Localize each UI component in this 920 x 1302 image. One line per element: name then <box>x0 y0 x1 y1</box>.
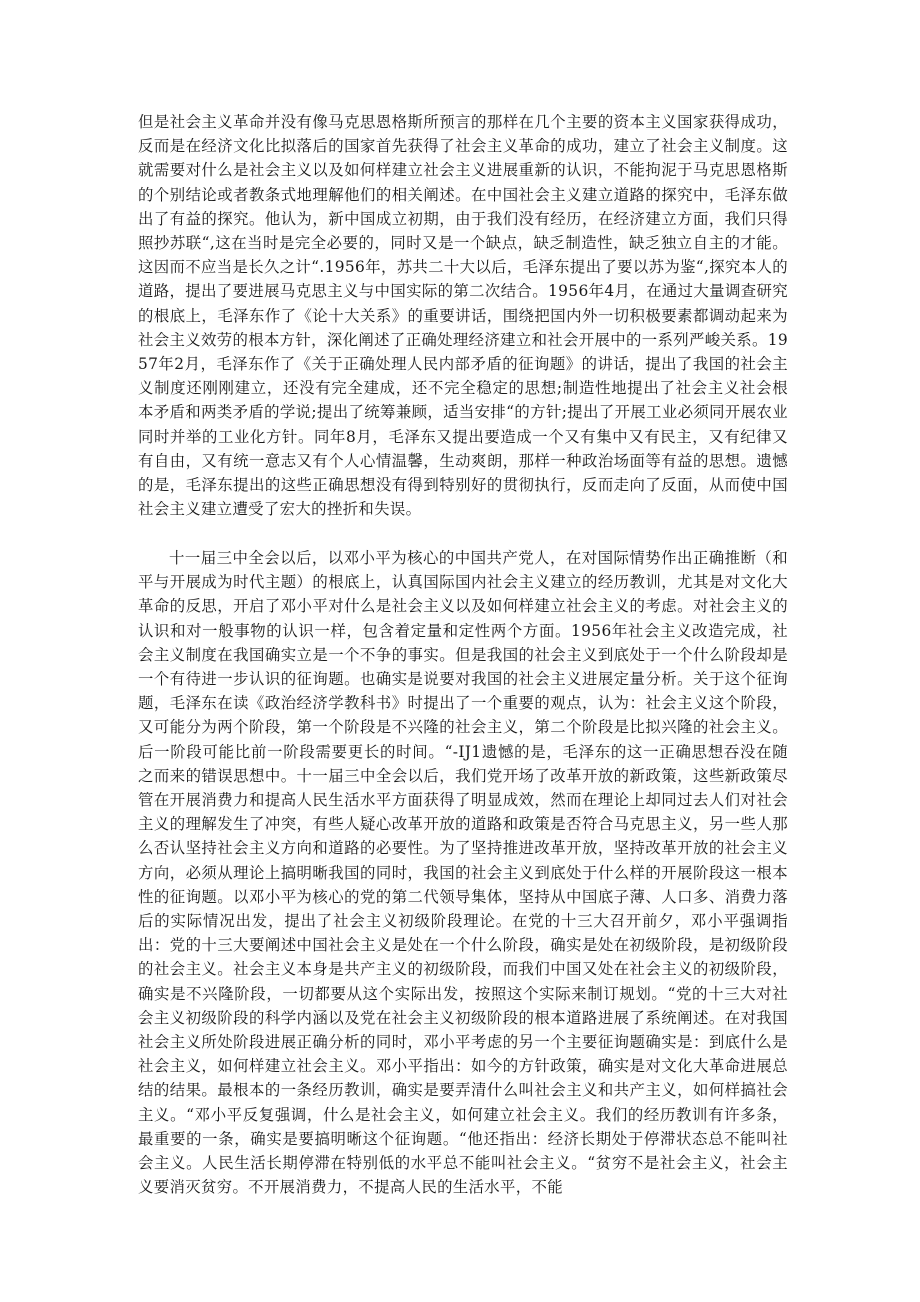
paragraph-1: 但是社会主义革命并没有像马克思恩格斯所预言的那样在几个主要的资本主义国家获得成功，反而是在经济文化比拟落后的国家首先获得了社会主义革命的成功，建立了社会主义制度。这就需要对什么是社会主义以及如何样建立社会主义进展重新的认识，不能拘泥于马克思恩格斯的个别结论或者教条式地理解他们的相关阐述。在中国社会主义建立道路的探究中，毛泽东做出了有益的探究。他认为，新中国成立初期，由于我们没有经历，在经济建立方面，我们只得照抄苏联“,这在当时是完全必要的，同时又是一个缺点，缺乏制造性，缺乏独立自主的才能。这因而不应当是长久之计“.1956年，苏共二十大以后，毛泽东提出了要以苏为鉴“,探究本人的道路，提出了要进展马克思主义与中国实际的第二次结合。1956年4月，在通过大量调查研究的根底上，毛泽东作了《论十大关系》的重要讲话，围绕把国内外一切积极要素都调动起来为社会主义效劳的根本方针，深化阐述了正确处理经济建立和社会开展中的一系列严峻关系。1957年2月，毛泽东作了《关于正确处理人民内部矛盾的征询题》的讲话，提出了我国的社会主义制度还刚刚建立，还没有完全建成，还不完全稳定的思想;制造性地提出了社会主义社会根本矛盾和两类矛盾的学说;提出了统筹兼顾，适当安排“的方针;提出了开展工业必须同开展农业同时并举的工业化方针。同年8月，毛泽东又提出要造成一个又有集中又有民主，又有纪律又有自由，又有统一意志又有个人心情温馨，生动爽朗，那样一种政治场面等有益的思想。遗憾的是，毛泽东提出的这些正确思想没有得到特别好的贯彻执行，反而走向了反面，从而使中国社会主义建立遭受了宏大的挫折和失误。 <box>138 113 788 519</box>
paragraph-2: 十一届三中全会以后，以邓小平为核心的中国共产党人，在对国际情势作出正确推断（和平与开展成为时代主题）的根底上，认真国际国内社会主义建立的经历教训，尤其是对文化大革命的反思，开启了邓小平对什么是社会主义以及如何样建立社会主义的考虑。对社会主义的认识和对一般事物的认识一样，包含着定量和定性两个方面。1956年社会主义改造完成，社会主义制度在我国确实立是一个不争的事实。但是我国的社会主义到底处于一个什么阶段却是一个有待进一步认识的征询题。也确实是说要对我国的社会主义进展定量分析。关于这个征询题，毛泽东在读《政治经济学教科书》时提出了一个重要的观点，认为：社会主义这个阶段，又可能分为两个阶段，第一个阶段是不兴隆的社会主义，第二个阶段是比拟兴隆的社会主义。后一阶段可能比前一阶段需要更长的时间。“-IJ1遗憾的是，毛泽东的这一正确思想吞没在随之而来的错误思想中。十一届三中全会以后，我们党开场了改革开放的新政策，这些新政策尽管在开展消费力和提高人民生活水平方面获得了明显成效，然而在理论上却同过去人们对社会主义的理解发生了冲突，有些人疑心改革开放的道路和政策是否符合马克思主义，另一些人那么否认坚持社会主义方向和道路的必要性。为了坚持推进改革开放，坚持改革开放的社会主义方向，必须从理论上搞明晰我国的同时，我国的社会主义到底处于什么样的开展阶段这一根本性的征询题。以邓小平为核心的党的第二代领导集体，坚持从中国底子薄、人口多、消费力落后的实际情况出发，提出了社会主义初级阶段理论。在党的十三大召开前夕，邓小平强调指出：党的十三大要阐述中国社会主义是处在一个什么阶段，确实是处在初级阶段，是初级阶段的社会主义。社会主义本身是共产主义的初级阶段，而我们中国又处在社会主义的初级阶段，确实是不兴隆阶段，一切都要从这个实际出发，按照这个实际来制订规划。“党的十三大对社会主义初级阶段的科学内涵以及党在社会主义初级阶段的根本道路进展了系统阐述。在对我国社会主义所处阶段进展正确分析的同时，邓小平考虑的另一个主要征询题确实是：到底什么是社会主义，如何样建立社会主义。邓小平指出：如今的方针政策，确实是对文化大革命进展总结的结果。最根本的一条经历教训，确实是要弄清什么叫社会主义和共产主义，如何样搞社会主义。“邓小平反复强调，什么是社会主义，如何建立社会主义。我们的经历教训有许多条，最重要的一条，确实是要搞明晰这个征询题。“他还指出：经济长期处于停滞状态总不能叫社会主义。人民生活长期停滞在特别低的水平总不能叫社会主义。“贫穷不是社会主义，社会主义要消灭贫穷。不开展消费力，不提高人民的生活水平，不能 <box>138 549 788 1197</box>
